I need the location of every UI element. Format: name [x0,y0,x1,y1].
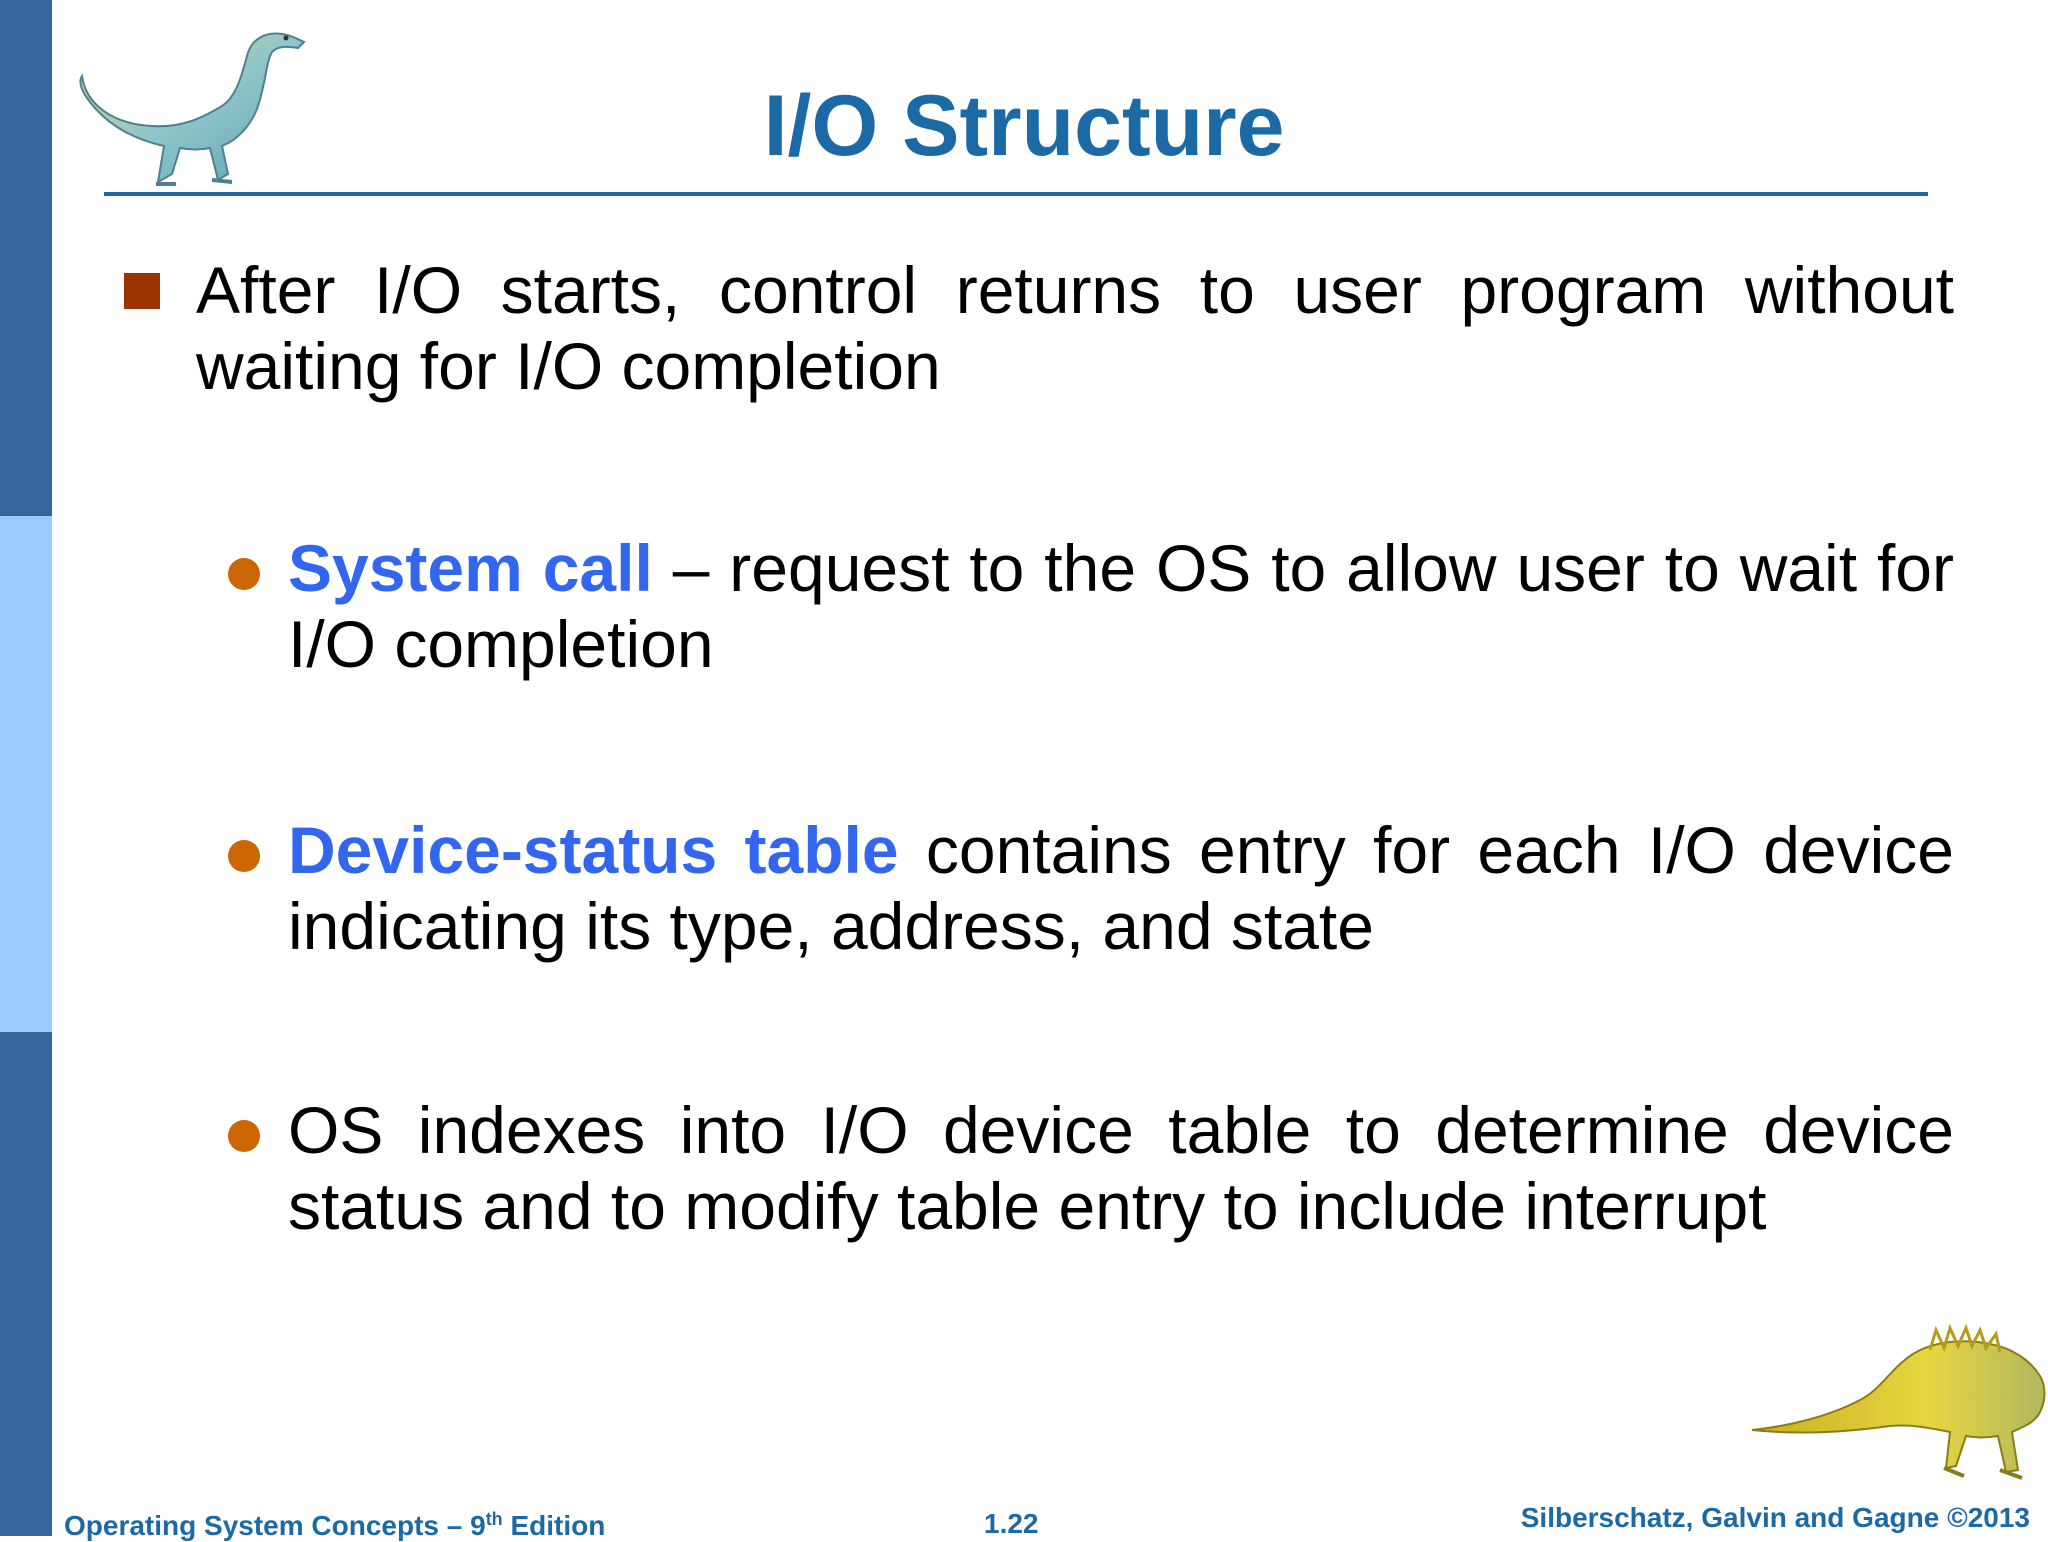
side-bar-top [0,0,52,516]
footer-page-number: 1.22 [984,1508,1039,1539]
round-bullet-icon [228,840,260,872]
side-bar-bottom [0,1032,52,1536]
sub-bullet-text: – request to the OS to allow user to wait for I/O completion [288,531,1954,681]
slide-title: I/O Structure [763,78,1285,174]
footer-book-suffix: Edition [502,1510,606,1541]
sub-bullet-text: contains entry for each I/O device indicating its type, address, and state [288,813,1954,963]
footer-book-sup: th [485,1509,503,1529]
footer-book-title [64,1510,605,1542]
side-bar-middle [0,516,52,1032]
sub-bullet-text: OS indexes into I/O device table to determine device status and to modify table entry to include interrupt [288,1093,1954,1243]
sub-bullet-system-call [288,530,1954,682]
term-system-call: System call [288,531,653,605]
sub-bullet-os-indexes [288,1092,1954,1244]
square-bullet-icon [124,273,160,309]
sub-bullet-device-status-table [288,812,1954,964]
round-bullet-icon [228,558,260,590]
main-bullet-text: After I/O starts, control returns to user program without waiting for I/O completion [196,253,1954,403]
footer-copyright: Silberschatz, Galvin and Gagne ©2013 [1520,1502,2030,1533]
dinosaur-icon [1750,1320,2048,1490]
round-bullet-icon [228,1120,260,1152]
footer-book-prefix: Operating System Concepts – 9 [64,1510,486,1541]
term-device-status-table: Device-status table [288,813,899,887]
dinosaur-icon [72,14,322,194]
title-divider [104,192,1928,196]
